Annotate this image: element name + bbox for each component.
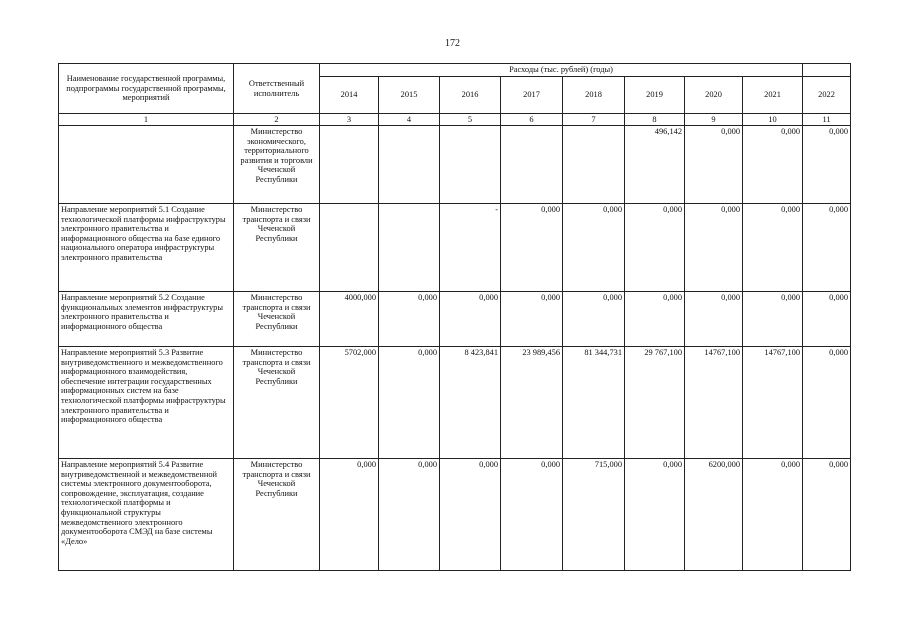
value-cell: - <box>440 204 501 292</box>
expenses-table <box>58 63 851 571</box>
column-number: 5 <box>440 114 501 126</box>
value-cell: 23 989,456 <box>501 347 563 459</box>
value-cell: 0,000 <box>803 292 851 347</box>
year-header: 2016 <box>440 77 501 114</box>
table-row <box>59 204 851 292</box>
value-cell: 0,000 <box>625 204 685 292</box>
activity-name <box>59 126 234 204</box>
column-number-row <box>59 114 851 126</box>
value-cell: 0,000 <box>685 204 743 292</box>
value-cell: 0,000 <box>440 292 501 347</box>
header-name-col: Наименование государственной программы, подпрограммы государственной программы, мероприятий <box>59 64 234 114</box>
table-row <box>59 292 851 347</box>
value-cell: 0,000 <box>685 292 743 347</box>
value-cell: 0,000 <box>743 126 803 204</box>
table-row <box>59 347 851 459</box>
value-cell <box>379 126 440 204</box>
value-cell: 14767,100 <box>743 347 803 459</box>
value-cell: 81 344,731 <box>563 347 625 459</box>
value-cell <box>440 126 501 204</box>
header-expenses-group: Расходы (тыс. рублей) (годы) <box>320 64 803 77</box>
value-cell: 8 423,841 <box>440 347 501 459</box>
year-header: 2017 <box>501 77 563 114</box>
value-cell: 0,000 <box>440 459 501 571</box>
activity-name: Направление мероприятий 5.4 Развитие внутриведомственной и межведомственной системы электронного документооборота, сопровождение, эксплуатация, создание технологической платформы и функциональной структуры межведомственного электронного документооборота СМЭД на базе системы «Дело» <box>59 459 234 571</box>
column-number: 2 <box>234 114 320 126</box>
value-cell: 0,000 <box>379 292 440 347</box>
year-header: 2014 <box>320 77 379 114</box>
year-header: 2020 <box>685 77 743 114</box>
value-cell: 0,000 <box>379 347 440 459</box>
value-cell: 0,000 <box>379 459 440 571</box>
activity-name: Направление мероприятий 5.2 Создание функциональных элементов инфраструктуры электронного правительства и информационного общества <box>59 292 234 347</box>
value-cell: 0,000 <box>803 126 851 204</box>
executor-name: Министерство транспорта и связи Чеченской Республики <box>234 459 320 571</box>
value-cell: 4000,000 <box>320 292 379 347</box>
column-number: 8 <box>625 114 685 126</box>
value-cell: 0,000 <box>803 347 851 459</box>
page-number: 172 <box>445 38 460 49</box>
year-header: 2019 <box>625 77 685 114</box>
value-cell: 0,000 <box>563 204 625 292</box>
column-number: 11 <box>803 114 851 126</box>
year-header: 2015 <box>379 77 440 114</box>
value-cell <box>501 126 563 204</box>
value-cell: 0,000 <box>685 126 743 204</box>
activity-name: Направление мероприятий 5.1 Создание технологической платформы инфраструктуры электронного правительства и информационного общества на базе единого национального оператора инфраструктуры электронного правительства <box>59 204 234 292</box>
value-cell <box>320 204 379 292</box>
value-cell: 0,000 <box>501 292 563 347</box>
header-blank-cell <box>803 64 851 77</box>
table-row <box>59 126 851 204</box>
column-number: 7 <box>563 114 625 126</box>
value-cell: 0,000 <box>320 459 379 571</box>
column-number: 9 <box>685 114 743 126</box>
column-number: 4 <box>379 114 440 126</box>
value-cell: 29 767,100 <box>625 347 685 459</box>
value-cell: 0,000 <box>803 204 851 292</box>
header-row-top <box>59 64 851 77</box>
value-cell <box>563 126 625 204</box>
value-cell: 496,142 <box>625 126 685 204</box>
table-row <box>59 459 851 571</box>
value-cell: 5702,000 <box>320 347 379 459</box>
value-cell: 0,000 <box>501 459 563 571</box>
value-cell: 0,000 <box>743 204 803 292</box>
value-cell: 0,000 <box>625 292 685 347</box>
executor-name: Министерство транспорта и связи Чеченской Республики <box>234 347 320 459</box>
value-cell <box>320 126 379 204</box>
executor-name: Министерство экономического, территориального развития и торговли Чеченской Республики <box>234 126 320 204</box>
value-cell: 14767,100 <box>685 347 743 459</box>
value-cell: 0,000 <box>625 459 685 571</box>
year-header: 2021 <box>743 77 803 114</box>
value-cell: 6200,000 <box>685 459 743 571</box>
year-header: 2018 <box>563 77 625 114</box>
column-number: 10 <box>743 114 803 126</box>
header-executor-col: Ответственный исполнитель <box>234 64 320 114</box>
year-header: 2022 <box>803 77 851 114</box>
value-cell: 0,000 <box>563 292 625 347</box>
executor-name: Министерство транспорта и связи Чеченской Республики <box>234 292 320 347</box>
executor-name: Министерство транспорта и связи Чеченской Республики <box>234 204 320 292</box>
value-cell: 0,000 <box>501 204 563 292</box>
column-number: 3 <box>320 114 379 126</box>
column-number: 1 <box>59 114 234 126</box>
activity-name: Направление мероприятий 5.3 Развитие внутриведомственного и межведомственного информационного взаимодействия, обеспечение интеграции государственных информационных систем на базе технологической платформы инфраструктуры электронного правительства и информационного общества <box>59 347 234 459</box>
value-cell: 715,000 <box>563 459 625 571</box>
column-number: 6 <box>501 114 563 126</box>
value-cell: 0,000 <box>743 459 803 571</box>
value-cell: 0,000 <box>743 292 803 347</box>
value-cell <box>379 204 440 292</box>
value-cell: 0,000 <box>803 459 851 571</box>
